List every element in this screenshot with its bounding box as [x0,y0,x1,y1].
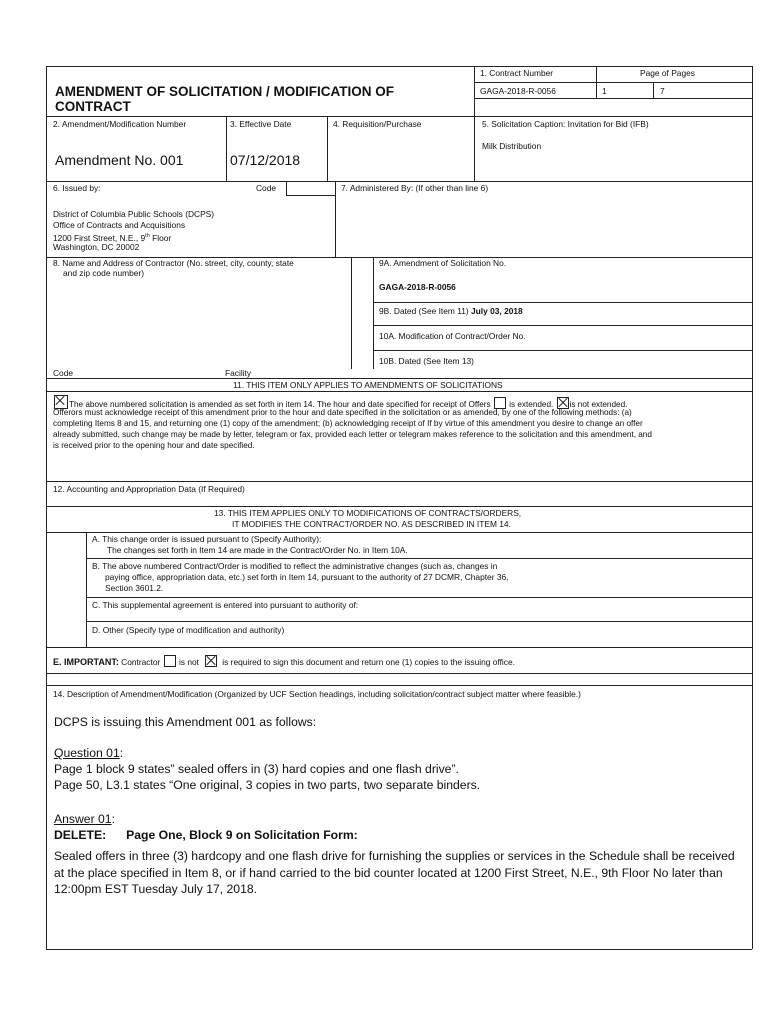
delete-line: DELETE: Page One, Block 9 on Solicitation Form: [54,828,358,842]
effective-date-value: 07/12/2018 [230,152,301,168]
amendment-solicitation-value: GAGA-2018-R-0056 [379,282,456,292]
issuer-line-3: 1200 First Street, N.E., 9th Floor [53,232,172,243]
divider [46,532,752,533]
page-of-pages-label: Page of Pages [640,68,695,78]
item13-c-line: C. This supplemental agreement is entered into pursuant to authority of: [92,600,359,610]
item13-b-line-1: B. The above numbered Contract/Order is modified to reflect the administrative changes (such as, changes in [92,561,498,571]
divider [46,181,752,182]
item13-heading-2: IT MODIFIES THE CONTRACT/ORDER NO. AS DESCRIBED IN ITEM 14. [232,519,511,529]
is-required-checkbox[interactable] [205,655,217,667]
divider [474,98,752,99]
question-line-1: Page 1 block 9 states” sealed offers in (3) hard copies and one flash drive”. [54,762,459,776]
divider [373,325,752,326]
divider [226,116,227,181]
accounting-data-label: 12. Accounting and Appropriation Data (If Required) [53,484,245,494]
item13-a-line-2: The changes set forth in Item 14 are made in the Contract/Order No. in Item 10A. [107,545,408,555]
divider [286,181,287,195]
effective-date-label: 3. Effective Date [230,119,292,129]
divider [46,647,752,648]
facility-label: Facility [225,368,252,378]
form-border-left [46,66,47,949]
is-not-checkbox[interactable] [164,655,176,667]
solicitation-caption-value: Milk Distribution [482,141,542,151]
question-heading: Question 01: [54,746,124,760]
item11-heading: 11. THIS ITEM ONLY APPLIES TO AMENDMENTS OF SOLICITATIONS [233,380,503,390]
divider [86,621,752,622]
contract-number-value: GAGA-2018-R-0056 [480,86,556,96]
divider [46,481,752,482]
administered-by-label: 7. Administered By: (If other than line 6) [341,183,489,193]
divider [46,378,752,379]
divider [46,506,752,507]
divider [46,685,752,686]
item13-a-line-1: A. This change order is issued pursuant to (Specify Authority): [92,534,322,544]
divider [286,195,335,196]
important-line: E. IMPORTANT: Contractor is not is required to sign this document and return one (1) copies to the issuing office. [53,657,515,667]
divider [373,257,374,369]
description-label: 14. Description of Amendment/Modification (Organized by UCF Section headings, including solicitation/contract subject matter where feasible.) [53,689,581,699]
page-number: 1 [602,86,607,96]
item13-b-line-2: paying office, appropriation data, etc.) set forth in Item 14, pursuant to the authority of 27 DCMR, Chapter 36, [105,572,509,582]
issued-by-label: 6. Issued by: [53,183,101,193]
issuer-line-4: Washington, DC 20002 [53,242,140,252]
divider [327,116,328,181]
item11-line-5: is received prior to the opening hour and date specified. [53,441,255,450]
divider [46,391,752,392]
form-border-right [752,66,753,949]
requisition-label: 4. Requisition/Purchase [333,119,422,129]
divider [474,116,475,181]
issued-code-label: Code [256,183,277,193]
modification-dated-label: 10B. Dated (See Item 13) [379,356,474,366]
divider [86,558,752,559]
item11-line-4: already submitted, such change may be made by letter, telegram or fax, provided each letter or telegram makes reference to the solicitation and this amendment, and [53,430,652,439]
contractor-label-line-2: and zip code number) [63,268,145,278]
divider [474,66,475,116]
question-line-2: Page 50, L3.1 states “One original, 3 copies in two parts, two separate binders. [54,778,481,792]
item11-line-3: completing Items 8 and 15, and returning one (1) copy of the amendment; (b) acknowledging receipt of If by virtue of this amendment you desire to change an offer [53,419,643,428]
answer-heading: Answer 01: [54,812,115,826]
answer-text: Sealed offers in three (3) hardcopy and one flash drive for furnishing the supplies or services in the Schedule shall be received at the place specified in Item 8, or if hand carried to the bid counter located at 1200 First Street, N.E., 9th Floor No later than 12:00pm EST Tuesday July 17, 2018. [54,849,735,896]
divider [474,82,752,83]
divider [373,350,752,351]
divider [86,597,752,598]
form-border-top [46,66,752,67]
divider [46,673,752,674]
item11-line-1: The above numbered solicitation is amended as set forth in item 14. The hour and date specified for receipt of Offers is extended. is not extended. [53,395,627,411]
amendment-number-label: 2. Amendment/Modification Number [53,119,187,129]
divider [373,302,752,303]
form-title: AMENDMENT OF SOLICITATION / MODIFICATION OF CONTRACT [55,84,394,114]
divider [653,82,654,98]
divider [46,116,752,117]
contract-number-label: 1. Contract Number [480,68,554,78]
dated-line: 9B. Dated (See Item 11) July 03, 2018 [379,306,523,316]
amendment-solicitation-label: 9A. Amendment of Solicitation No. [379,258,507,268]
divider [86,532,87,647]
issuer-line-2: Office of Contracts and Acquisitions [53,220,186,230]
contractor-code-label: Code [53,368,74,378]
amendment-number-value: Amendment No. 001 [55,152,184,168]
amended-checkbox[interactable] [54,395,68,409]
solicitation-caption-label: 5. Solicitation Caption: Invitation for Bid (IFB) [482,119,649,129]
item13-d-line: D. Other (Specify type of modification and authority) [92,625,285,635]
issuer-line-1: District of Columbia Public Schools (DCPS) [53,209,215,219]
total-pages: 7 [660,86,665,96]
description-intro: DCPS is issuing this Amendment 001 as follows: [54,715,317,729]
divider [351,257,352,369]
item13-b-line-3: Section 3601.2. [105,583,164,593]
divider [335,181,336,257]
modification-contract-label: 10A. Modification of Contract/Order No. [379,331,526,341]
item11-line-2: Offerors must acknowledge receipt of this amendment prior to the hour and date specified in the solicitation or as amended, by one of the following methods: (a) [53,408,632,417]
item13-heading-1: 13. THIS ITEM APPLIES ONLY TO MODIFICATIONS OF CONTRACTS/ORDERS, [214,508,522,518]
contractor-label: 8. Name and Address of Contractor (No. street, city, county, state [53,258,294,268]
form-border-bottom [46,949,752,950]
